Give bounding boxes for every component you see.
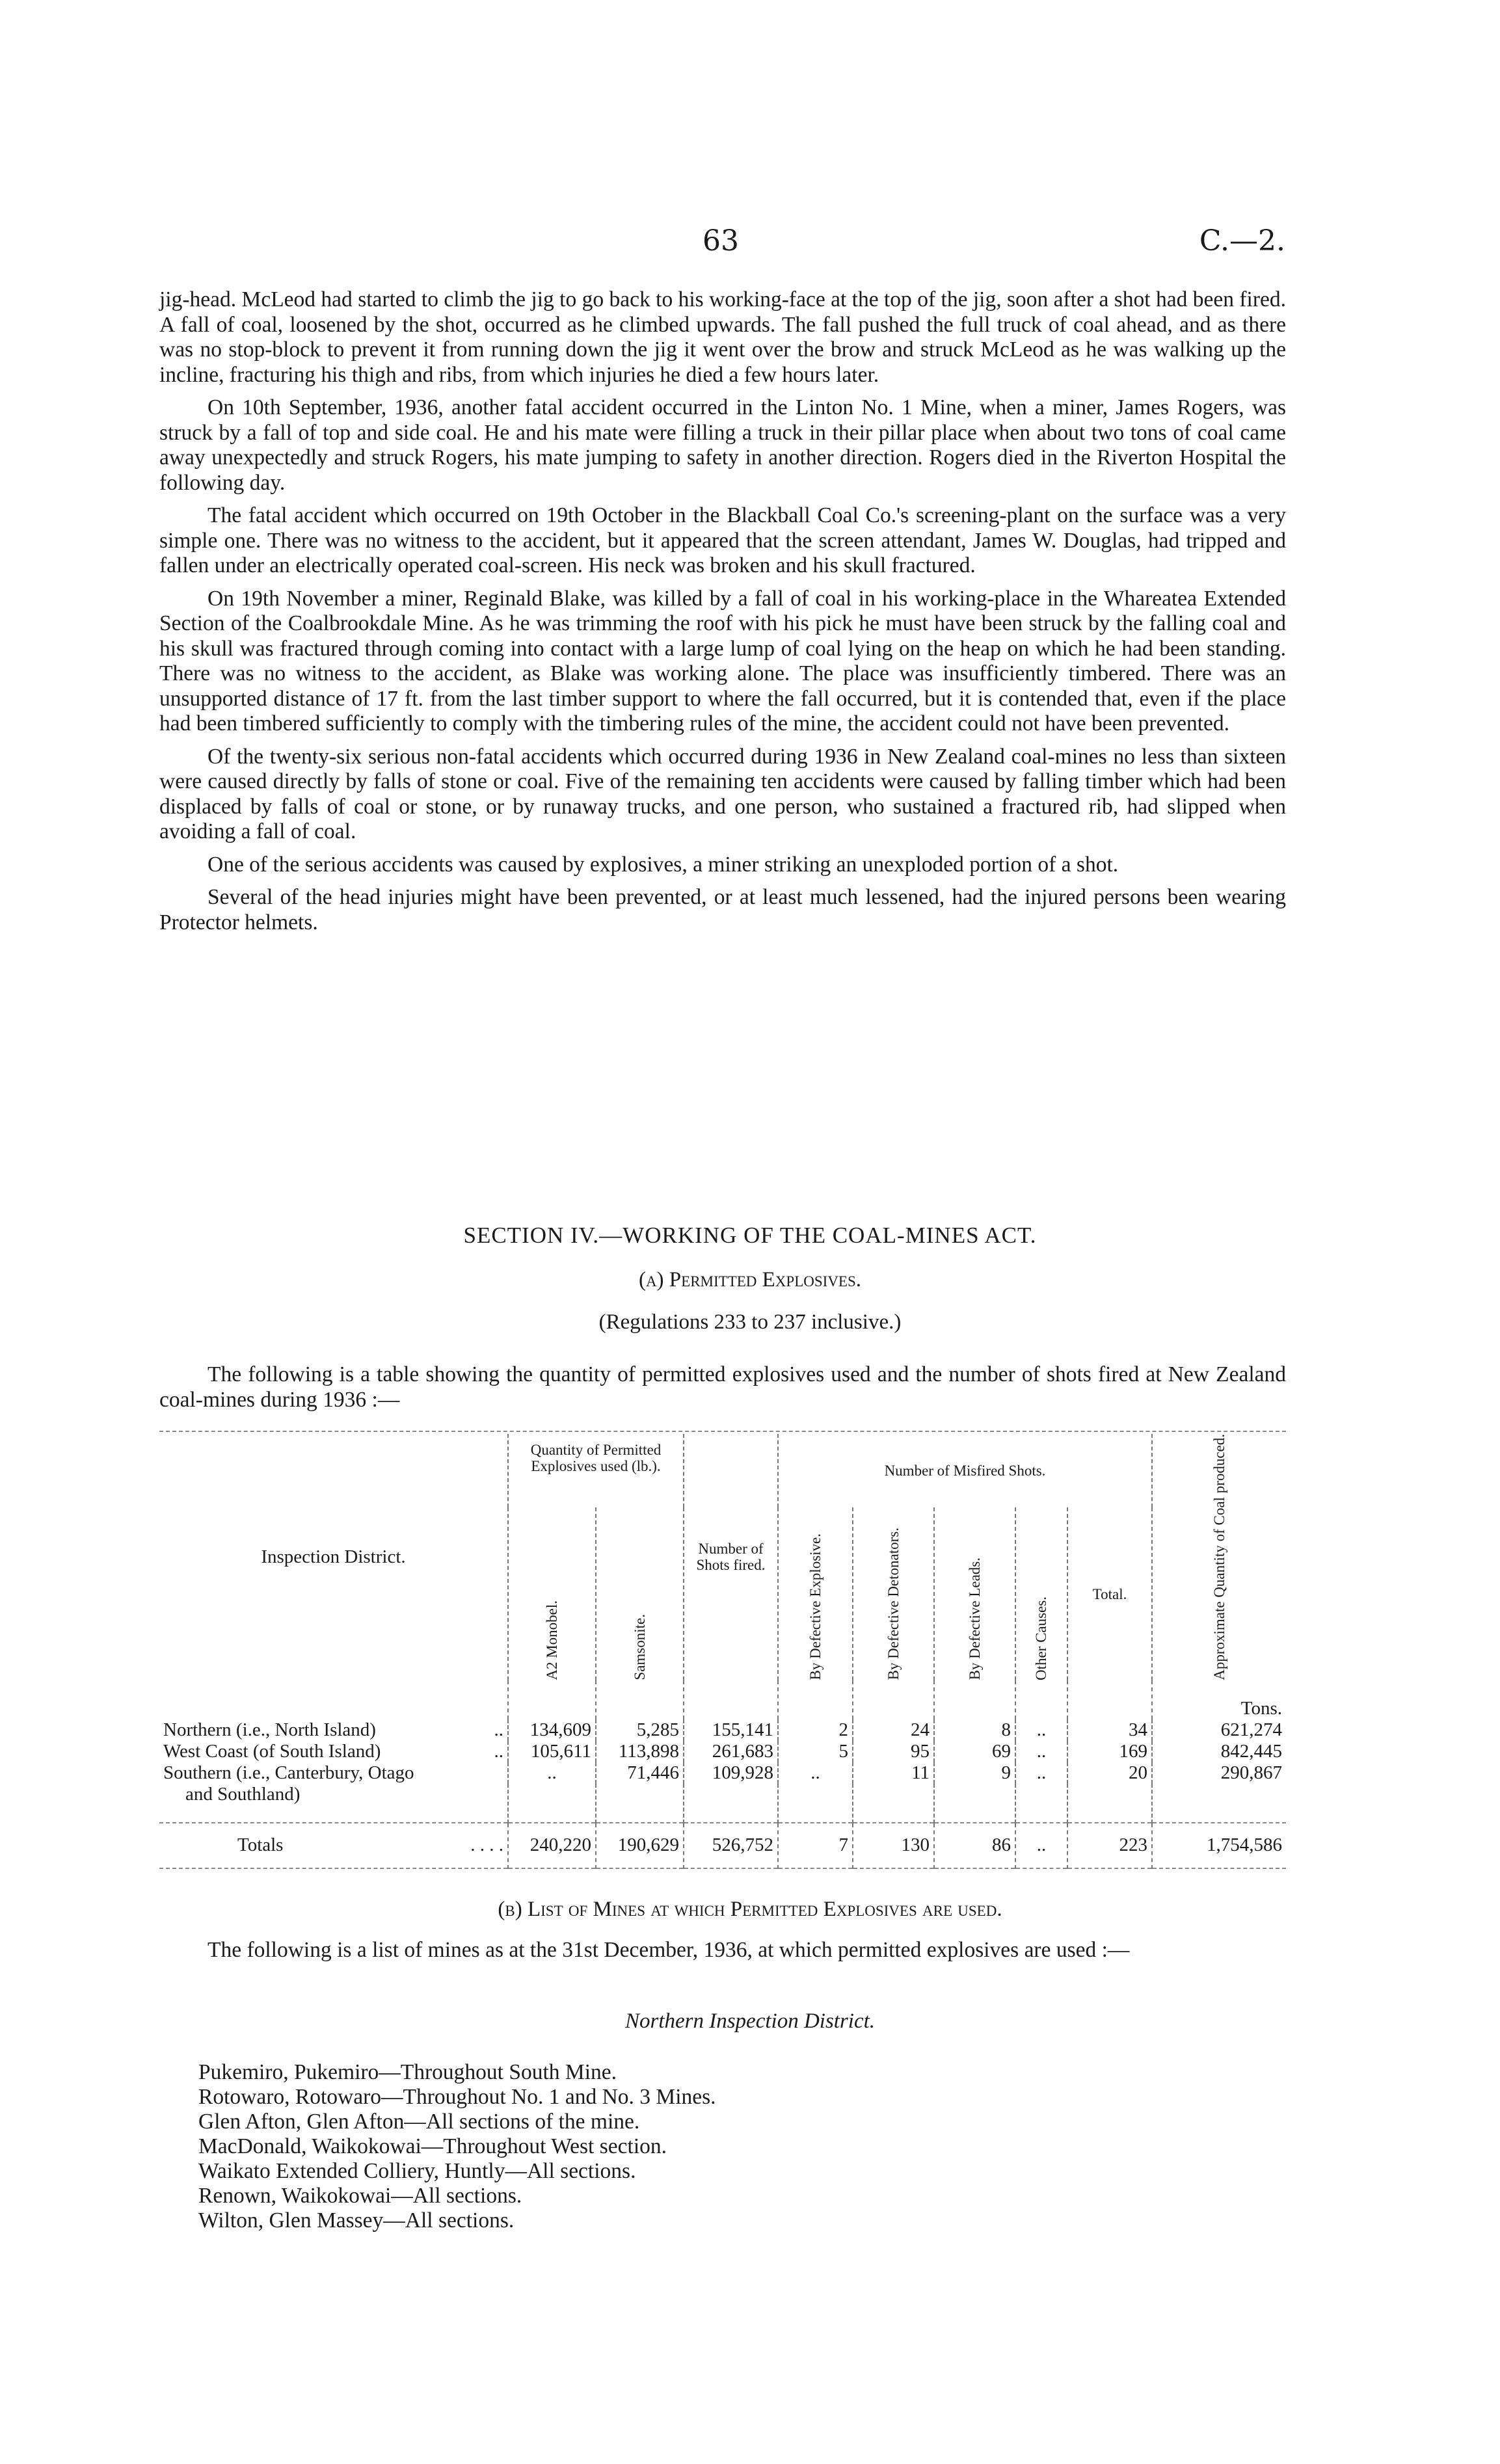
paragraph: Several of the head injuries might have been prevented, or at least much lessened, had the injured persons been wearing Protector helmets. xyxy=(159,885,1286,934)
total-coal: 1,754,586 xyxy=(1152,1823,1286,1868)
header-shots: Number of Shots fired. xyxy=(684,1434,778,1680)
report-code: C.—2. xyxy=(1199,224,1285,258)
total-other: .. xyxy=(1015,1823,1067,1868)
district-name: West Coast (of South Island) xyxy=(163,1740,381,1762)
list-item: Renown, Waikokowai—All sections. xyxy=(198,2184,522,2208)
cell-samsonite: 5,285 xyxy=(596,1719,684,1741)
section-title: SECTION IV.—WORKING OF THE COAL-MINES ACT. xyxy=(463,1223,1037,1248)
total-shots: 526,752 xyxy=(684,1823,778,1868)
leader-dots: .. xyxy=(494,1719,503,1740)
cell-leads: 69 xyxy=(934,1741,1015,1762)
cell-shots: 155,141 xyxy=(684,1719,778,1741)
cell-coal: 842,445 xyxy=(1152,1741,1286,1762)
paragraph: The following is a list of mines as at the 31st December, 1936, at which permitted explosives are used :— xyxy=(208,1938,1130,1962)
list-item: Rotowaro, Rotowaro—Throughout No. 1 and No. 3 Mines. xyxy=(198,2085,716,2109)
body-paragraphs xyxy=(159,287,1286,943)
spacer xyxy=(159,1680,508,1719)
table-row xyxy=(159,1762,1286,1784)
cell-leads: 9 xyxy=(934,1762,1015,1784)
cell-det: 11 xyxy=(853,1762,934,1784)
paragraph: On 19th November a miner, Reginald Blake, was killed by a fall of coal in his working-place in the Whareatea Extended Section of the Coalbrookdale Mine. As he was trimming the roof with his pick he must have been struck by the falling coal and his skull was fractured through coming into contact with a large lump of coal lying on the heap on which he had been standing. There was no witness to the accident, as Blake was working alone. The place was insufficiently timbered. There was an unsupported distance of 17 ft. from the last timber support to where the fall occurred, but it is contended that, even if the place had been timbered sufficiently to comply with the timbering rules of the mine, the accident could not have been prevented. xyxy=(159,586,1286,735)
table-top-rule xyxy=(159,1431,1286,1432)
cell-total: 169 xyxy=(1067,1741,1152,1762)
cell-coal: 290,867 xyxy=(1152,1762,1286,1784)
list-intro xyxy=(159,1938,1286,1971)
cell-other: .. xyxy=(1015,1762,1067,1784)
cell-shots: 109,928 xyxy=(684,1762,778,1784)
leader-dots: . . . . xyxy=(470,1835,503,1856)
regulations-note: (Regulations 233 to 237 inclusive.) xyxy=(598,1310,902,1334)
cell-det: 95 xyxy=(853,1741,934,1762)
mine-list xyxy=(198,2060,716,2233)
cell-samsonite: 113,898 xyxy=(596,1741,684,1762)
header-qty-group: Quantity of Permitted Explosives used (lb.). xyxy=(508,1434,684,1507)
cell-other: .. xyxy=(1015,1719,1067,1741)
cell-a2: 105,611 xyxy=(508,1741,596,1762)
paragraph: On 10th September, 1936, another fatal accident occurred in the Linton No. 1 Mine, when a miner, James Rogers, was struck by a fall of top and side coal. He and his mate were filling a truck in their pillar place when about two tons of coal came away unexpectedly and struck Rogers, his mate jumping to safety in another direction. Rogers died in the Riverton Hospital the following day. xyxy=(159,395,1286,495)
paragraph: One of the serious accidents was caused by explosives, a miner striking an unexploded portion of a shot. xyxy=(208,852,1119,877)
cell-leads: 8 xyxy=(934,1719,1015,1741)
header-def-detonators: By Defective Detonators. xyxy=(885,1528,902,1680)
cell-a2: .. xyxy=(508,1762,596,1784)
district-name: Southern (i.e., Canterbury, Otago xyxy=(163,1762,414,1783)
header-a2: A2 Monobel. xyxy=(543,1600,560,1680)
total-total: 223 xyxy=(1067,1823,1152,1868)
total-det: 130 xyxy=(853,1823,934,1868)
cell-expl: .. xyxy=(778,1762,853,1784)
header-def-leads: By Defective Leads. xyxy=(966,1557,983,1680)
totals-label: Totals xyxy=(237,1835,284,1856)
total-leads: 86 xyxy=(934,1823,1015,1868)
header-other-cell xyxy=(1015,1507,1067,1680)
list-item: Wilton, Glen Massey—All sections. xyxy=(198,2208,515,2232)
leader-dots: .. xyxy=(494,1740,503,1762)
total-samsonite: 190,629 xyxy=(596,1823,684,1868)
total-expl: 7 xyxy=(778,1823,853,1868)
page-number: 63 xyxy=(703,224,739,258)
paragraph: Of the twenty-six serious non-fatal accidents which occurred during 1936 in New Zealand coal-mines no less than sixteen were caused directly by falls of stone or coal. Five of the remaining ten accidents were caused by falling timber which had been displaced by falls of coal or stone, or by runaway trucks, and one person, who sustained a fractured rib, had slipped when avoiding a fall of coal. xyxy=(159,744,1286,843)
cell-samsonite: 71,446 xyxy=(596,1762,684,1784)
list-item: MacDonald, Waikokowai—Throughout West section. xyxy=(198,2134,667,2158)
total-a2: 240,220 xyxy=(508,1823,596,1868)
cell-expl: 5 xyxy=(778,1741,853,1762)
cell-other: .. xyxy=(1015,1741,1067,1762)
unit-tons: Tons. xyxy=(1152,1680,1286,1719)
header-a2-cell xyxy=(508,1507,596,1680)
cell-expl: 2 xyxy=(778,1719,853,1741)
header-samsonite-cell xyxy=(596,1507,684,1680)
cell-a2: 134,609 xyxy=(508,1719,596,1741)
header-district: Inspection District. xyxy=(261,1546,406,1567)
totals-row xyxy=(159,1823,1286,1868)
header-leads-cell xyxy=(934,1507,1015,1680)
table-row xyxy=(159,1719,1286,1741)
paragraph: jig-head. McLeod had started to climb the jig to go back to his working-face at the top of the jig, soon after a shot had been fired. A fall of coal, loosened by the shot, occurred as he climbed upwards. The fall pushed the full truck of coal ahead, and as there was no stop-block to prevent it from running down the jig it went over the brow and struck McLeod as he was walking up the incline, fracturing his thigh and ribs, from which injuries he died a few hours later. xyxy=(159,287,1286,387)
list-item: Waikato Extended Colliery, Huntly—All sections. xyxy=(198,2159,636,2183)
header-coal: Approximate Quantity of Coal produced. xyxy=(1211,1434,1227,1680)
subsection-b-title: (b) List of Mines at which Permitted Explosives are used. xyxy=(498,1898,1002,1921)
header-samsonite: Samsonite. xyxy=(631,1614,648,1680)
district-name: Northern (i.e., North Island) xyxy=(163,1719,376,1740)
list-item: Pukemiro, Pukemiro—Throughout South Mine. xyxy=(198,2060,617,2084)
paragraph: The following is a table showing the quantity of permitted explosives used and the number of shots fired at New Zealand coal-mines during 1936 :— xyxy=(159,1362,1286,1412)
header-coal-cell xyxy=(1152,1434,1286,1680)
cell-shots: 261,683 xyxy=(684,1741,778,1762)
header-expl-cell xyxy=(778,1507,853,1680)
header-other: Other Causes. xyxy=(1033,1596,1049,1680)
header-total: Total. xyxy=(1067,1507,1152,1680)
table-row xyxy=(159,1741,1286,1762)
table-row-continued xyxy=(159,1784,1286,1823)
header-misfired-group: Number of Misfired Shots. xyxy=(778,1434,1152,1507)
district-name-cont: and Southland) xyxy=(185,1783,301,1805)
cell-det: 24 xyxy=(853,1719,934,1741)
paragraph: The fatal accident which occurred on 19th October in the Blackball Coal Co.'s screening-plant on the surface was a very simple one. There was no witness to the accident, but it appeared that the screen attendant, James W. Douglas, had tripped and fallen under an electrically operated coal-screen. His neck was broken and his skull fractured. xyxy=(159,503,1286,577)
cell-total: 20 xyxy=(1067,1762,1152,1784)
list-item: Glen Afton, Glen Afton—All sections of the mine. xyxy=(198,2110,640,2134)
district-heading: Northern Inspection District. xyxy=(624,2009,876,2033)
cell-coal: 621,274 xyxy=(1152,1719,1286,1741)
explosives-table xyxy=(159,1434,1286,1869)
table-intro xyxy=(159,1362,1286,1420)
subsection-title: (a) Permitted Explosives. xyxy=(638,1268,862,1292)
header-det-cell xyxy=(853,1507,934,1680)
header-def-explosive: By Defective Explosive. xyxy=(807,1533,824,1680)
cell-total: 34 xyxy=(1067,1719,1152,1741)
